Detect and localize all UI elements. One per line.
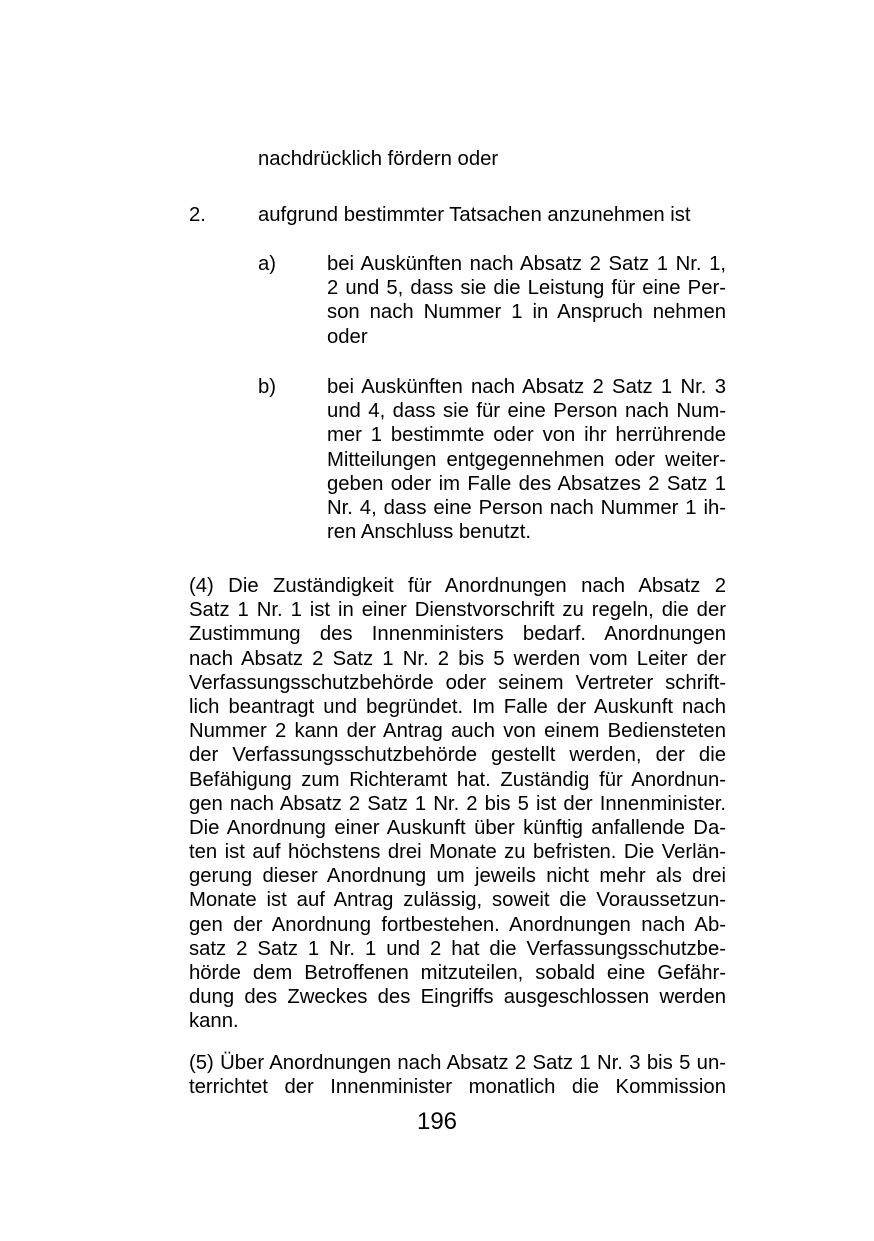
text-line: der Verfassungsschutzbehörde gestellt werden, der die xyxy=(189,744,726,767)
item-2-text xyxy=(258,203,728,227)
text-line: Zustimmung des Innenministers bedarf. Anordnungen xyxy=(189,623,726,646)
text-line: Die Anordnung einer Auskunft über künftig anfallende Da- xyxy=(189,816,726,839)
text-line: gen der Anordnung fortbestehen. Anordnungen nach Ab- xyxy=(189,913,726,936)
text-line: nachdrücklich fördern oder xyxy=(258,148,499,170)
item-b-text xyxy=(327,375,726,544)
text-line: bei Auskünften nach Absatz 2 Satz 1 Nr. 1, xyxy=(327,253,726,275)
text-line: aufgrund bestimmter Tatsachen anzunehmen ist xyxy=(258,204,691,226)
text-line: nach Absatz 2 Satz 1 Nr. 2 bis 5 werden vom Leiter der xyxy=(189,647,726,670)
paragraph-5 xyxy=(189,1051,726,1099)
text-line: Befähigung zum Richteramt hat. Zuständig für Anordnun- xyxy=(189,768,726,791)
text-line: lich beantragt und begründet. Im Falle der Auskunft nach xyxy=(189,695,726,718)
continuation-text xyxy=(258,147,728,171)
text-line: kann. xyxy=(189,1010,239,1033)
text-line: ten ist auf höchstens drei Monate zu befristen. Die Verlän- xyxy=(189,841,726,864)
text-line: 2 und 5, dass sie die Leistung für eine Per- xyxy=(327,277,726,300)
text-line: bei Auskünften nach Absatz 2 Satz 1 Nr. 3 xyxy=(327,376,726,398)
text-line: Mitteilungen entgegennehmen oder weiter- xyxy=(327,448,726,471)
text-line: gerung dieser Anordnung um jeweils nicht mehr als drei xyxy=(189,865,726,888)
item-2-number: 2. xyxy=(189,204,206,226)
page-number: 196 xyxy=(416,1108,458,1135)
text-line: hörde dem Betroffenen mitzuteilen, sobald eine Gefähr- xyxy=(189,962,726,984)
item-a-label: a) xyxy=(258,253,277,275)
item-a-text xyxy=(327,252,726,349)
text-line: Satz 1 Nr. 1 ist in einer Dienstvorschrift zu regeln, die der xyxy=(189,599,726,622)
text-line: und 4, dass sie für eine Person nach Num- xyxy=(327,400,726,423)
paragraph-4 xyxy=(189,574,726,1034)
text-line: son nach Nummer 1 in Anspruch nehmen xyxy=(327,301,726,324)
text-line: (4) Die Zuständigkeit für Anordnungen nach Absatz 2 xyxy=(189,575,726,597)
text-line: geben oder im Falle des Absatzes 2 Satz 1 xyxy=(327,472,726,495)
text-line: satz 2 Satz 1 Nr. 1 und 2 hat die Verfassungsschutzbe- xyxy=(189,937,726,960)
text-line: dung des Zweckes des Eingriffs ausgeschlossen werden xyxy=(189,986,726,1009)
text-line: Nummer 2 kann der Antrag auch von einem Bediensteten xyxy=(189,720,726,743)
item-b-label: b) xyxy=(258,376,277,398)
text-line: (5) Über Anordnungen nach Absatz 2 Satz 1 Nr. 3 bis 5 un- xyxy=(189,1052,726,1074)
text-line: oder xyxy=(327,325,368,348)
text-line: mer 1 bestimmte oder von ihr herrührende xyxy=(327,424,726,447)
text-line: Nr. 4, dass eine Person nach Nummer 1 ih- xyxy=(327,496,726,519)
text-line: gen nach Absatz 2 Satz 1 Nr. 2 bis 5 ist der Innenminister. xyxy=(189,792,726,815)
text-line: Monate ist auf Antrag zulässig, soweit die Voraussetzun- xyxy=(189,889,726,912)
text-line: terrichtet der Innenminister monatlich die Kommission xyxy=(189,1076,726,1099)
text-line: Verfassungsschutzbehörde oder seinem Vertreter schrift- xyxy=(189,671,726,694)
text-line: ren Anschluss benutzt. xyxy=(327,521,532,544)
